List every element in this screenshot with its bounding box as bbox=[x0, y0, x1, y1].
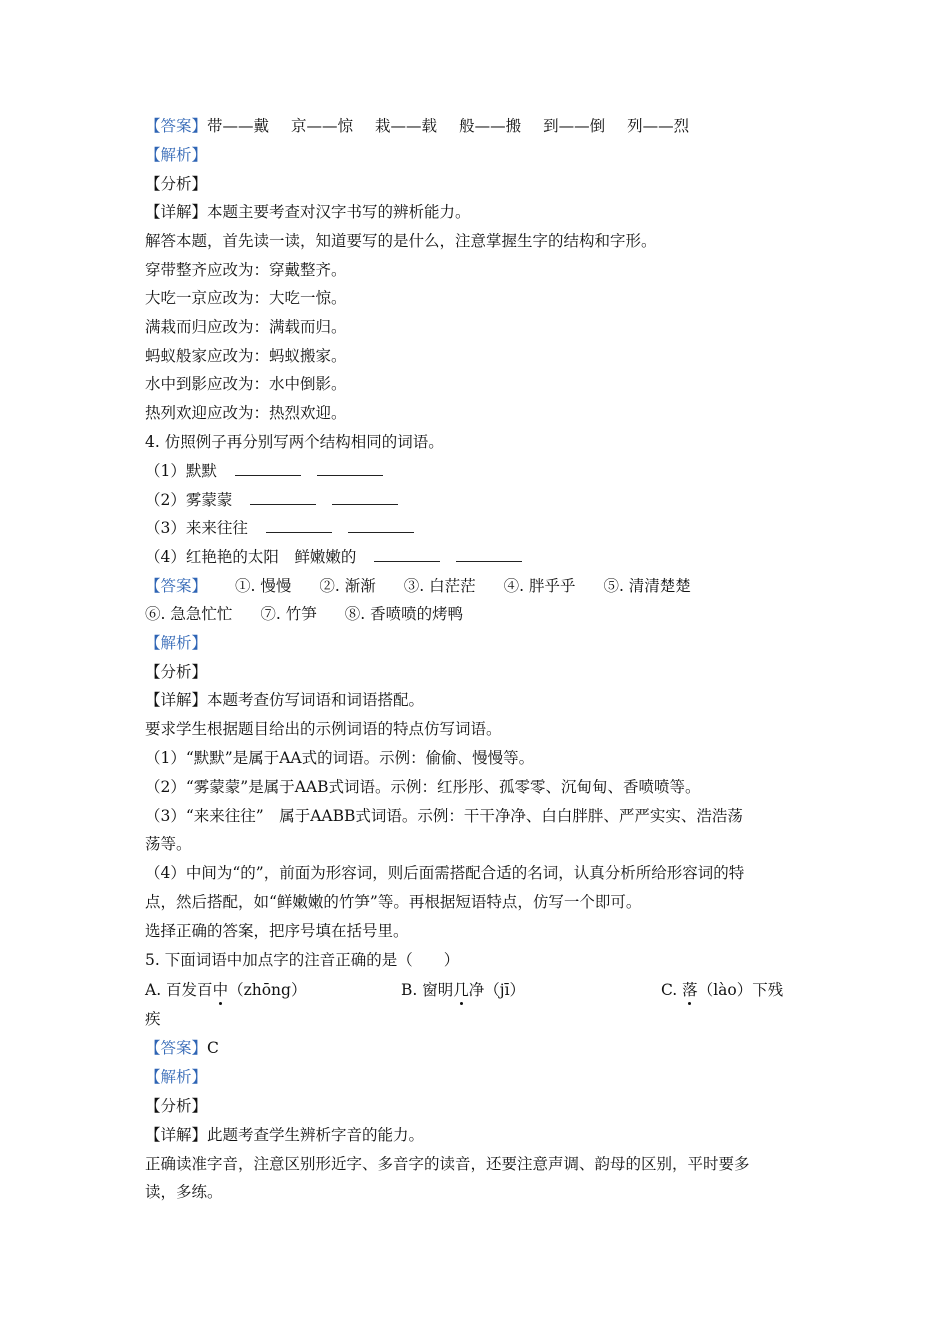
answer-item: ①. 慢慢 bbox=[235, 577, 292, 595]
answer-pair: 般——搬 bbox=[459, 117, 522, 135]
item-label: （1）默默 bbox=[145, 462, 217, 480]
answer-value: C bbox=[207, 1039, 219, 1057]
option-b[interactable]: B. 窗明几净（jī） bbox=[401, 981, 526, 999]
answer-item: ③. 白茫茫 bbox=[403, 577, 476, 595]
fenxi-tag: 【分析】 bbox=[145, 1097, 208, 1115]
answer-line-q4-cont bbox=[145, 604, 463, 626]
fenxi-tag: 【分析】 bbox=[145, 663, 208, 681]
answer-pair: 京——惊 bbox=[291, 117, 354, 135]
text-line: 热列欢迎应改为：热烈欢迎。 bbox=[145, 404, 347, 422]
answer-item: ④. 胖乎乎 bbox=[503, 577, 576, 595]
answer-blank[interactable] bbox=[250, 490, 316, 505]
analysis-tag: 【解析】 bbox=[145, 634, 208, 652]
text-line: 大吃一京应改为：大吃一惊。 bbox=[145, 289, 347, 307]
answer-blank[interactable] bbox=[266, 518, 332, 533]
answer-pair: 带——戴 bbox=[207, 117, 270, 135]
text-line: （2）“雾蒙蒙”是属于AAB式词语。示例：红彤彤、孤零零、沉甸甸、香喷喷等。 bbox=[145, 778, 701, 796]
answer-tag: 【答案】 bbox=[145, 1039, 208, 1057]
fenxi-tag: 【分析】 bbox=[145, 175, 208, 193]
text-line: 穿带整齐应改为：穿戴整齐。 bbox=[145, 261, 347, 279]
answer-item: ②. 渐渐 bbox=[319, 577, 376, 595]
text-line: （3）“来来往往” 属于AABB式词语。示例：干干净净、白白胖胖、严严实实、浩浩荡 bbox=[145, 807, 743, 825]
answer-item: ⑤. 清清楚楚 bbox=[603, 577, 691, 595]
detail-line: 【详解】本题主要考查对汉字书写的辨析能力。 bbox=[145, 203, 471, 221]
option-a[interactable]: A. 百发百中（zhōng） bbox=[145, 981, 307, 999]
text-line: （4）中间为“的”，前面为形容词，则后面需搭配合适的名词，认真分析所给形容词的特 bbox=[145, 864, 745, 882]
question-4-item-2 bbox=[145, 490, 398, 512]
answer-line-q4 bbox=[145, 576, 691, 598]
answer-item: ⑦. 竹笋 bbox=[260, 605, 317, 623]
instruction-line: 选择正确的答案，把序号填在括号里。 bbox=[145, 922, 409, 940]
analysis-tag: 【解析】 bbox=[145, 1068, 208, 1086]
text-line: 满栽而归应改为：满载而归。 bbox=[145, 318, 347, 336]
item-label: （3）来来往往 bbox=[145, 519, 248, 537]
text-line: 荡等。 bbox=[145, 835, 192, 853]
answer-item: ⑧. 香喷喷的烤鸭 bbox=[344, 605, 464, 623]
answer-blank[interactable] bbox=[317, 461, 383, 476]
question-4-item-3 bbox=[145, 518, 414, 540]
question-4-item-4 bbox=[145, 547, 522, 569]
answer-tag: 【答案】 bbox=[145, 117, 208, 135]
detail-line: 【详解】本题考查仿写词语和词语搭配。 bbox=[145, 691, 425, 709]
question-5-title: 5. 下面词语中加点字的注音正确的是（ ） bbox=[145, 951, 460, 969]
text-line: （1）“默默”是属于AA式的词语。示例：偷偷、慢慢等。 bbox=[145, 749, 535, 767]
detail-line: 【详解】此题考查学生辨析字音的能力。 bbox=[145, 1126, 425, 1144]
item-label: （2）雾蒙蒙 bbox=[145, 491, 233, 509]
text-line: 要求学生根据题目给出的示例词语的特点仿写词语。 bbox=[145, 720, 502, 738]
dotted-char: 落 bbox=[682, 981, 698, 999]
text-line: 水中到影应改为：水中倒影。 bbox=[145, 375, 347, 393]
text-line: 读，多练。 bbox=[145, 1183, 223, 1201]
answer-blank[interactable] bbox=[348, 518, 414, 533]
answer-pair: 栽——载 bbox=[375, 117, 438, 135]
dotted-char: 中 bbox=[212, 981, 229, 999]
analysis-tag: 【解析】 bbox=[145, 146, 208, 164]
answer-tag: 【答案】 bbox=[145, 577, 208, 595]
option-c[interactable]: C. 落（lào）下残 bbox=[661, 981, 784, 999]
answer-line-q3 bbox=[145, 116, 711, 138]
answer-item: ⑥. 急急忙忙 bbox=[145, 605, 233, 623]
answer-blank[interactable] bbox=[374, 547, 440, 562]
item-label: （4）红艳艳的太阳 鲜嫩嫩的 bbox=[145, 548, 357, 566]
text-line: 正确读准字音，注意区别形近字、多音字的读音，还要注意声调、韵母的区别，平时要多 bbox=[145, 1155, 750, 1173]
option-c-continuation: 疾 bbox=[145, 1010, 161, 1028]
text-line: 解答本题，首先读一读，知道要写的是什么，注意掌握生字的结构和字形。 bbox=[145, 232, 657, 250]
dotted-char: 几 bbox=[453, 981, 469, 999]
text-line: 蚂蚁般家应改为：蚂蚁搬家。 bbox=[145, 347, 347, 365]
answer-blank[interactable] bbox=[456, 547, 522, 562]
question-4-title: 4. 仿照例子再分别写两个结构相同的词语。 bbox=[145, 433, 444, 451]
text-line: 点，然后搭配，如“鲜嫩嫩的竹笋”等。再根据短语特点，仿写一个即可。 bbox=[145, 893, 642, 911]
answer-blank[interactable] bbox=[332, 490, 398, 505]
answer-pair: 到——倒 bbox=[543, 117, 606, 135]
question-4-item-1 bbox=[145, 461, 383, 483]
answer-pair: 列——烈 bbox=[627, 117, 690, 135]
answer-blank[interactable] bbox=[235, 461, 301, 476]
answer-line-q5 bbox=[145, 1038, 219, 1060]
